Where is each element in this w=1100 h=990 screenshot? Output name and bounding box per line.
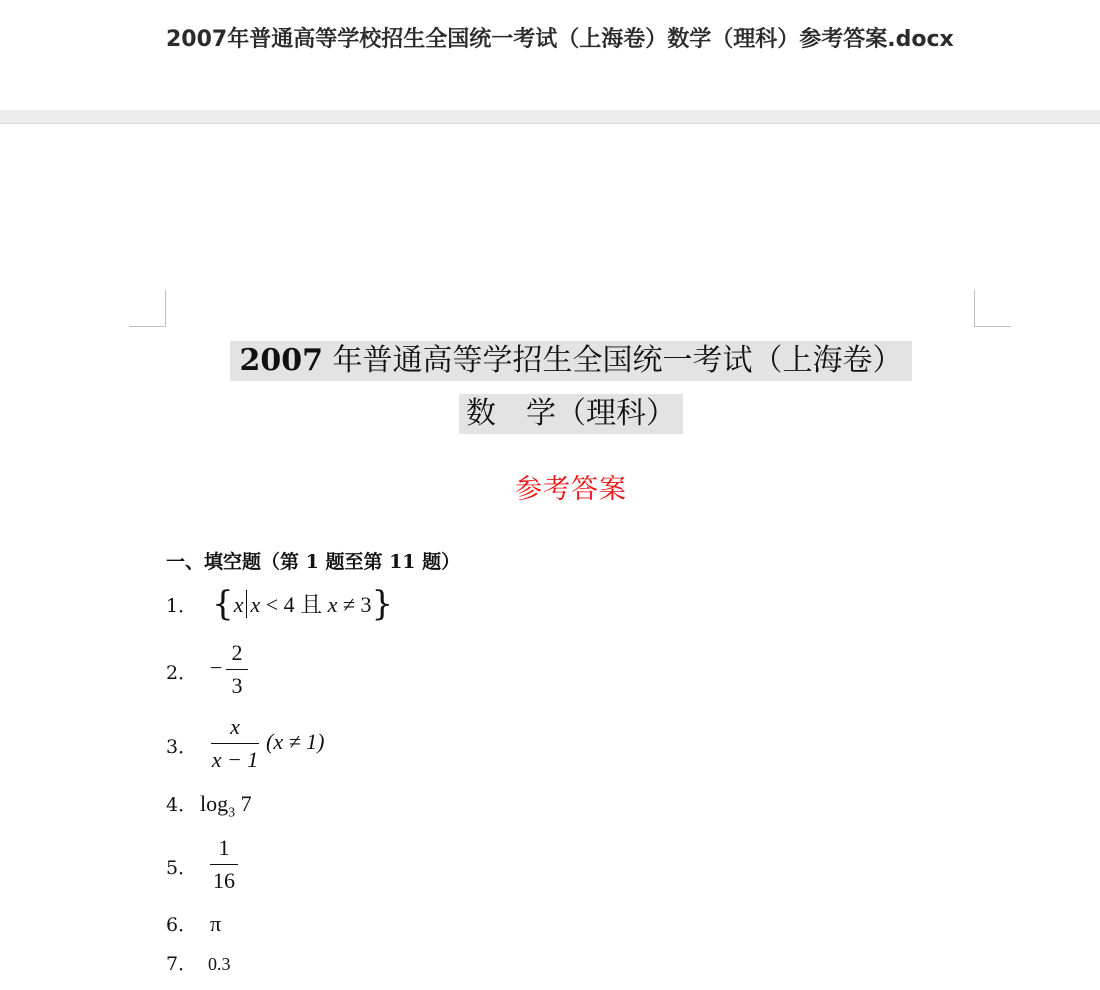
answer-number: 1． <box>166 595 198 617</box>
log-expression <box>200 791 252 821</box>
fraction-bar <box>210 864 238 865</box>
right-brace: } <box>371 584 394 624</box>
log-base: 3 <box>228 805 236 821</box>
answer-number: 7． <box>166 953 198 975</box>
title-text: 年普通高等学招生全国统一考试（上海卷） <box>322 343 903 378</box>
fraction-answer-3 <box>211 714 259 773</box>
answer-value: π <box>210 911 222 936</box>
minus-sign: − <box>210 655 223 680</box>
fraction-answer-2 <box>226 640 248 699</box>
condition-rest: < 4 <box>260 592 301 617</box>
answer-number: 5． <box>166 857 198 879</box>
left-brace: { <box>212 584 234 624</box>
answer-heading: 参考答案 <box>515 474 627 505</box>
conjunction: 且 <box>300 593 323 618</box>
denominator: x − 1 <box>211 747 259 772</box>
margin-corner-top-right <box>974 290 1011 327</box>
numerator: x <box>230 714 240 739</box>
toolbar-separator <box>0 110 1100 124</box>
answer-item-7 <box>166 949 231 976</box>
section-heading: 一、填空题（第 1 题至第 11 题） <box>166 551 461 573</box>
denominator: 3 <box>231 673 243 698</box>
answer-number: 3． <box>166 736 198 758</box>
document-title <box>230 341 912 381</box>
margin-corner-top-left <box>129 290 166 327</box>
condition-variable-2: x <box>327 592 338 617</box>
title-year: 2007 <box>239 343 323 378</box>
answer-number: 2． <box>166 662 198 684</box>
fraction-bar <box>211 743 259 744</box>
set-bar <box>246 590 247 618</box>
fraction-answer-5 <box>210 835 238 894</box>
answer-item-2 <box>166 658 206 685</box>
title-bar <box>0 0 1100 110</box>
denominator: 16 <box>213 868 235 893</box>
answer-number: 4． <box>166 794 198 816</box>
document-subtitle: 数 学（理科） <box>459 394 683 434</box>
answer-item-6 <box>166 910 221 937</box>
condition-rest-2: ≠ 3 <box>337 592 372 617</box>
answer-item-4 <box>166 790 252 821</box>
answer-item-1 <box>166 584 393 624</box>
answer-item-3 <box>166 732 206 759</box>
numerator: 1 <box>218 835 230 860</box>
answer-item-5 <box>166 853 206 880</box>
answer-number: 6． <box>166 914 198 936</box>
log-argument: 7 <box>240 791 252 816</box>
set-variable: x <box>233 592 244 617</box>
answer-set <box>212 584 394 624</box>
condition-variable: x <box>250 592 261 617</box>
log-function: log <box>200 791 229 816</box>
domain-condition: (x ≠ 1) <box>266 729 325 754</box>
numerator: 2 <box>231 640 243 665</box>
document-page[interactable] <box>0 124 1100 990</box>
answer-value: 0.3 <box>208 954 231 974</box>
fraction-bar <box>226 669 248 670</box>
file-title: 2007年普通高等学校招生全国统一考试（上海卷）数学（理科）参考答案.docx <box>166 27 954 52</box>
